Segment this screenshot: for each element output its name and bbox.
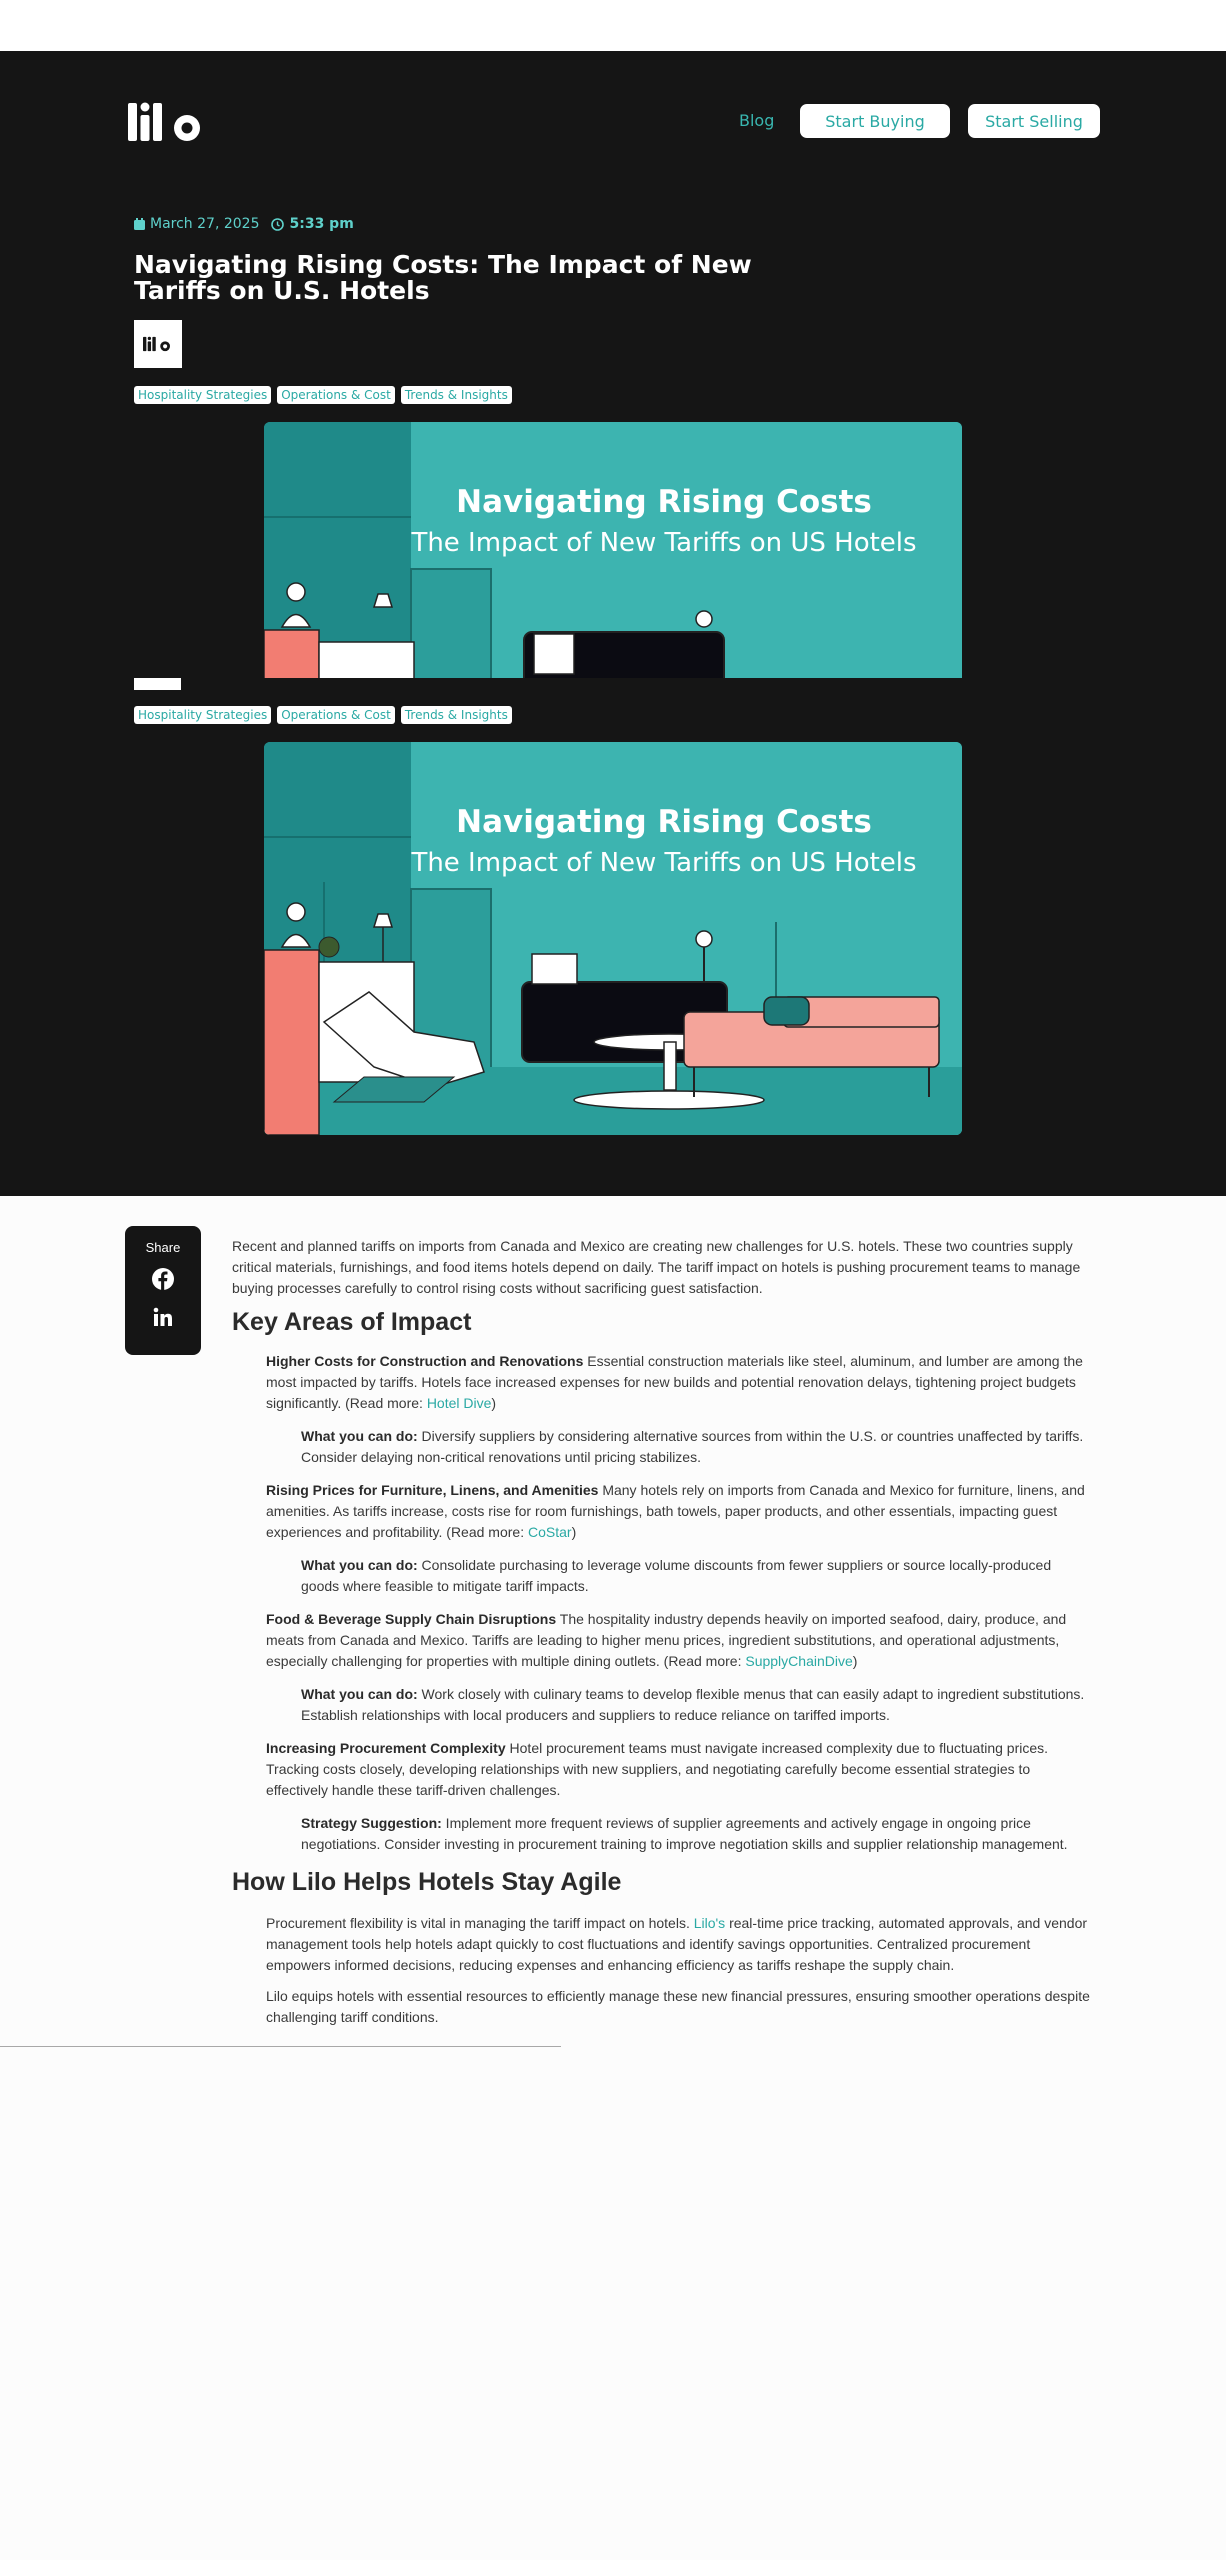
suggestion-paragraph xyxy=(301,1684,1092,1726)
read-more-link[interactable]: CoStar xyxy=(527,1524,572,1540)
impact-item xyxy=(266,1480,1092,1543)
impact-item xyxy=(266,1738,1092,1801)
post-time xyxy=(271,216,353,232)
image-headline: Navigating Rising Costs xyxy=(456,484,872,520)
lilo-closing-paragraph: Lilo equips hotels with essential resources to efficiently manage these new financial pressures, ensuring smoother operations despite challenging tariff conditions. xyxy=(266,1988,1090,2025)
tag-hospitality-strategies[interactable]: Hospitality Strategies xyxy=(134,706,271,724)
suggestion-text: Implement more frequent reviews of supplier agreements and actively engage in ongoing price negotiations. Consider investing in procurement training to improve negotiation skills and supplier relationship management. xyxy=(301,1815,1068,1852)
tag-hospitality-strategies[interactable]: Hospitality Strategies xyxy=(134,386,271,404)
tag-operations-cost[interactable]: Operations & Cost xyxy=(277,386,395,404)
linkedin-icon[interactable] xyxy=(151,1305,175,1329)
suggestion-paragraph xyxy=(301,1813,1092,1855)
tag-list xyxy=(134,386,512,404)
top-gap xyxy=(0,0,1226,51)
nav-blog-link[interactable]: Blog xyxy=(739,111,775,130)
facebook-icon[interactable] xyxy=(151,1267,175,1291)
impact-item-tail: ) xyxy=(491,1395,497,1411)
read-more-link[interactable]: SupplyChainDive xyxy=(745,1653,853,1669)
impact-item-heading: Higher Costs for Construction and Renovations xyxy=(266,1353,584,1369)
suggestion-text: Work closely with culinary teams to develop flexible menus that can easily adapt to ingredient substitutions. Establish relationships with local producers and suppliers to reduce reliance on tariffed imports. xyxy=(301,1686,1085,1723)
heading-how-lilo-helps: How Lilo Helps Hotels Stay Agile xyxy=(232,1868,622,1896)
impact-item-text: Hotel procurement teams must navigate increased complexity due to fluctuating prices. Tracking costs closely, developing relationships with new suppliers, and negotiating carefully become essential strategies to effectively handle these tariff-driven challenges. xyxy=(266,1740,1049,1798)
suggestion-paragraph xyxy=(301,1426,1092,1468)
post-date-text: March 27, 2025 xyxy=(150,216,260,232)
suggestion-label: What you can do: xyxy=(301,1557,418,1573)
featured-image xyxy=(264,742,962,1135)
lilo-logo[interactable] xyxy=(128,101,208,143)
lilo-text-b: real-time price tracking, automated approvals, and vendor management tools help hotels adapt quickly to cost fluctuations and identify savings opportunities. Centralized procurement empowers informed decisions, reducing expenses and enhancing efficiency as tariffs reshape the supply chain. xyxy=(266,1915,1088,1973)
impact-item-heading: Rising Prices for Furniture, Linens, and Amenities xyxy=(266,1482,599,1498)
impact-item-tail: ) xyxy=(852,1653,858,1669)
post-time-text: 5:33 pm xyxy=(289,216,354,232)
calendar-icon xyxy=(134,218,145,230)
heading-key-areas: Key Areas of Impact xyxy=(232,1308,472,1336)
impact-item-tail: ) xyxy=(571,1524,577,1540)
impact-item xyxy=(266,1351,1092,1414)
image-headline: Navigating Rising Costs xyxy=(456,804,872,840)
impact-item-text: The hospitality industry depends heavily on imported seafood, dairy, produce, and meats from Canada and Mexico. Tariffs are leading to higher menu prices, ingredient substitutions, and operational adjustments, especially challenging for properties with multiple dining outlets. (Read more: xyxy=(266,1611,1067,1669)
impact-item-text: Essential construction materials like steel, aluminum, and lumber are among the most impacted by tariffs. Hotels face increased expenses for new builds and potential renovation delays, tightening project budgets significantly. (Read more: xyxy=(266,1353,1083,1411)
tag-list-repeat xyxy=(134,706,512,724)
tag-trends-insights[interactable]: Trends & Insights xyxy=(401,706,512,724)
suggestion-label: Strategy Suggestion: xyxy=(301,1815,442,1831)
impact-item-heading: Food & Beverage Supply Chain Disruptions xyxy=(266,1611,557,1627)
tag-operations-cost[interactable]: Operations & Cost xyxy=(277,706,395,724)
start-buying-button[interactable]: Start Buying xyxy=(800,104,950,138)
tag-trends-insights[interactable]: Trends & Insights xyxy=(401,386,512,404)
image-subheadline: The Impact of New Tariffs on US Hotels xyxy=(411,848,917,878)
lilo-link[interactable]: Lilo's xyxy=(693,1915,726,1931)
divider-bar xyxy=(134,678,181,690)
clock-icon xyxy=(271,218,284,231)
featured-image-partial xyxy=(264,422,962,678)
post-title: Navigating Rising Costs: The Impact of New Tariffs on U.S. Hotels xyxy=(134,250,752,305)
author-avatar xyxy=(134,320,182,368)
image-subheadline: The Impact of New Tariffs on US Hotels xyxy=(411,528,917,558)
impact-item xyxy=(266,1609,1092,1672)
share-panel xyxy=(125,1226,201,1355)
lilo-small-logo xyxy=(143,336,173,352)
impact-item-heading: Increasing Procurement Complexity xyxy=(266,1740,506,1756)
suggestion-text: Consolidate purchasing to leverage volume discounts from fewer suppliers or source locally-produced goods where feasible to mitigate tariff impacts. xyxy=(301,1557,1052,1594)
share-label: Share xyxy=(145,1240,181,1255)
post-date xyxy=(134,216,259,232)
lilo-paragraph xyxy=(266,1913,1092,1976)
lilo-text-a: Procurement flexibility is vital in managing the tariff impact on hotels. xyxy=(266,1915,694,1931)
impact-item-text: Many hotels rely on imports from Canada and Mexico for furniture, linens, and amenities. As tariffs increase, costs rise for room furnishings, bath towels, paper products, and other essentials, impacting guest experiences and profitability. (Read more: xyxy=(266,1482,1085,1540)
post-meta xyxy=(134,216,354,232)
start-selling-button[interactable]: Start Selling xyxy=(968,104,1100,138)
suggestion-paragraph xyxy=(301,1555,1092,1597)
article-body xyxy=(232,1236,1092,2038)
read-more-link[interactable]: Hotel Dive xyxy=(426,1395,492,1411)
intro-paragraph: Recent and planned tariffs on imports from Canada and Mexico are creating new challenges for U.S. hotels. These two countries supply critical materials, furnishings, and food items hotels depend on daily. The tariff impact on hotels is pushing procurement teams to manage buying processes carefully to control rising costs without sacrificing guest satisfaction. xyxy=(232,1238,1081,1296)
section-divider xyxy=(0,2046,561,2047)
suggestion-text: Diversify suppliers by considering alternative sources from within the U.S. or countries unaffected by tariffs. Consider delaying non-critical renovations until pricing stabilizes. xyxy=(301,1428,1084,1465)
suggestion-label: What you can do: xyxy=(301,1686,418,1702)
suggestion-label: What you can do: xyxy=(301,1428,418,1444)
